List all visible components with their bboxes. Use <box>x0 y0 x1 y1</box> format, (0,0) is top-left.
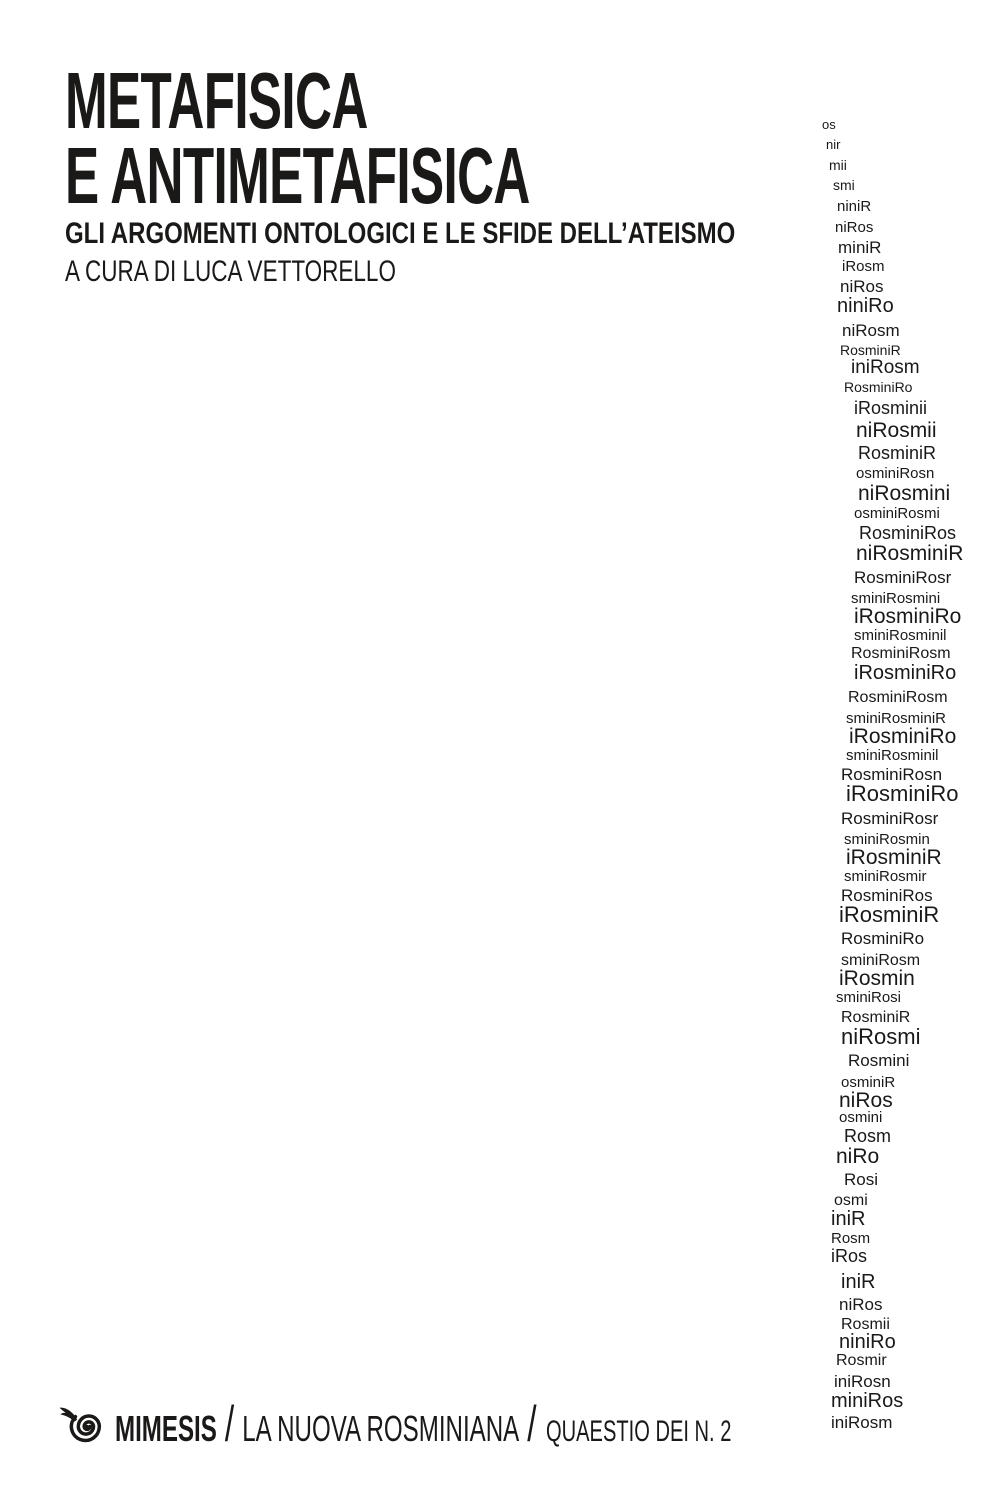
rosmini-line: iRosminiRo <box>849 725 957 748</box>
rosmini-line: niRosmii <box>856 419 937 442</box>
rosmini-line: iniR <box>841 1271 876 1293</box>
rosmini-line: sminiRosm <box>841 952 921 969</box>
rosmini-line: osminiR <box>841 1074 896 1091</box>
rosmini-line: niniRo <box>839 1331 896 1353</box>
rosmini-line: RosminiRosr <box>854 568 952 587</box>
rosmini-line: RosminiRosm <box>848 689 948 706</box>
rosmini-line: sminiRosminil <box>846 747 939 764</box>
rosmini-line: iRosmin <box>839 967 915 990</box>
series-name: LA NUOVA ROSMINIANA <box>242 1408 520 1449</box>
rosmini-line: smi <box>833 177 855 193</box>
rosmini-line: RosminiRosr <box>841 809 939 828</box>
rosmini-line: Rosm <box>831 1230 871 1247</box>
rosmini-line: os <box>822 117 836 132</box>
rosmini-line: Rosm <box>844 1126 892 1146</box>
publisher-name: MIMESIS <box>115 1408 217 1449</box>
series-issue: QUAESTIO DEI N. 2 <box>545 1415 732 1448</box>
rosmini-line: nir <box>826 137 841 152</box>
rosmini-line: RosminiR <box>858 443 937 463</box>
mimesis-spiral-logo-icon <box>56 1402 110 1444</box>
rosmini-line: miniR <box>838 238 882 257</box>
rosmini-line: iniRosm <box>831 1413 893 1432</box>
rosmini-line: sminiRosi <box>836 989 902 1006</box>
publisher-line <box>115 1396 732 1454</box>
rosmini-line: niRo <box>836 1145 880 1168</box>
title-line-2: E ANTIMETAFISICA <box>65 131 530 220</box>
rosmini-line: niniR <box>837 198 872 215</box>
rosmini-line: osminiRosn <box>856 465 935 482</box>
book-title <box>65 56 530 220</box>
rosmini-line: niRos <box>839 1295 883 1314</box>
rosmini-line: iRosminiRo <box>854 605 962 628</box>
rosmini-line: iRosminiR <box>839 902 940 927</box>
rosmini-line: niniRo <box>837 295 894 317</box>
rosmini-line: niRosmini <box>858 482 951 505</box>
publisher-bar <box>56 1396 1000 1452</box>
rosmini-line: Rosmir <box>836 1352 887 1369</box>
rosmini-line: niRos <box>840 277 884 296</box>
rosmini-line: niRos <box>835 219 874 236</box>
rosmini-line: iRos <box>831 1246 868 1266</box>
author-line: A CURA DI LUCA VETTORELLO <box>65 255 396 288</box>
rosmini-line: Rosmini <box>848 1051 910 1070</box>
rosmini-line: RosminiRosn <box>841 765 943 784</box>
rosmini-line: RosminiRosm <box>851 645 951 662</box>
rosmini-line: mii <box>829 157 847 173</box>
rosmini-line: RosminiRo <box>844 379 913 395</box>
rosmini-line: niRos <box>839 1089 893 1112</box>
rosmini-line: miniRos <box>831 1390 904 1412</box>
rosmini-line: niRosmi <box>841 1024 921 1049</box>
rosmini-line: sminiRosminiR <box>846 710 947 727</box>
rosmini-line: Rosmii <box>841 1316 890 1333</box>
rosmini-line: sminiRosminil <box>854 627 947 644</box>
rosmini-line: sminiRosmin <box>844 831 930 848</box>
rosmini-line: iRosminiRo <box>846 781 959 806</box>
rosmini-line: RosminiR <box>840 342 901 358</box>
subtitle: GLI ARGOMENTI ONTOLOGICI E LE SFIDE DELL’ATEISMO <box>65 217 736 250</box>
rosmini-line: iRosminiR <box>846 846 942 869</box>
rosmini-line: osmi <box>834 1192 868 1209</box>
rosmini-line: iRosminiRo <box>854 662 957 684</box>
rosmini-line: iniRosm <box>851 357 920 378</box>
separator-slash: / <box>527 1396 537 1452</box>
rosmini-line: niRosminiR <box>856 542 964 565</box>
rosmini-line: iRosm <box>842 258 885 275</box>
rosmini-line: RosminiRos <box>859 523 957 543</box>
rosmini-line: osmini <box>839 1109 883 1126</box>
rosmini-line: RosminiRo <box>841 929 925 948</box>
rosmini-line: Rosi <box>844 1170 879 1189</box>
rosmini-line: RosminiRos <box>841 886 933 905</box>
rosmini-line: iRosminii <box>854 398 928 418</box>
title-line-1: METAFISICA <box>65 56 368 145</box>
rosmini-line: iniR <box>831 1208 866 1230</box>
rosmini-line: RosminiR <box>841 1009 911 1026</box>
separator-slash: / <box>224 1396 235 1452</box>
rosmini-line: sminiRosmini <box>851 590 941 607</box>
rosmini-line: sminiRosmir <box>844 868 927 885</box>
rosmini-line: iniRosn <box>834 1372 891 1391</box>
rosmini-line: osminiRosmi <box>854 505 940 522</box>
rosmini-line: niRosm <box>842 321 900 340</box>
